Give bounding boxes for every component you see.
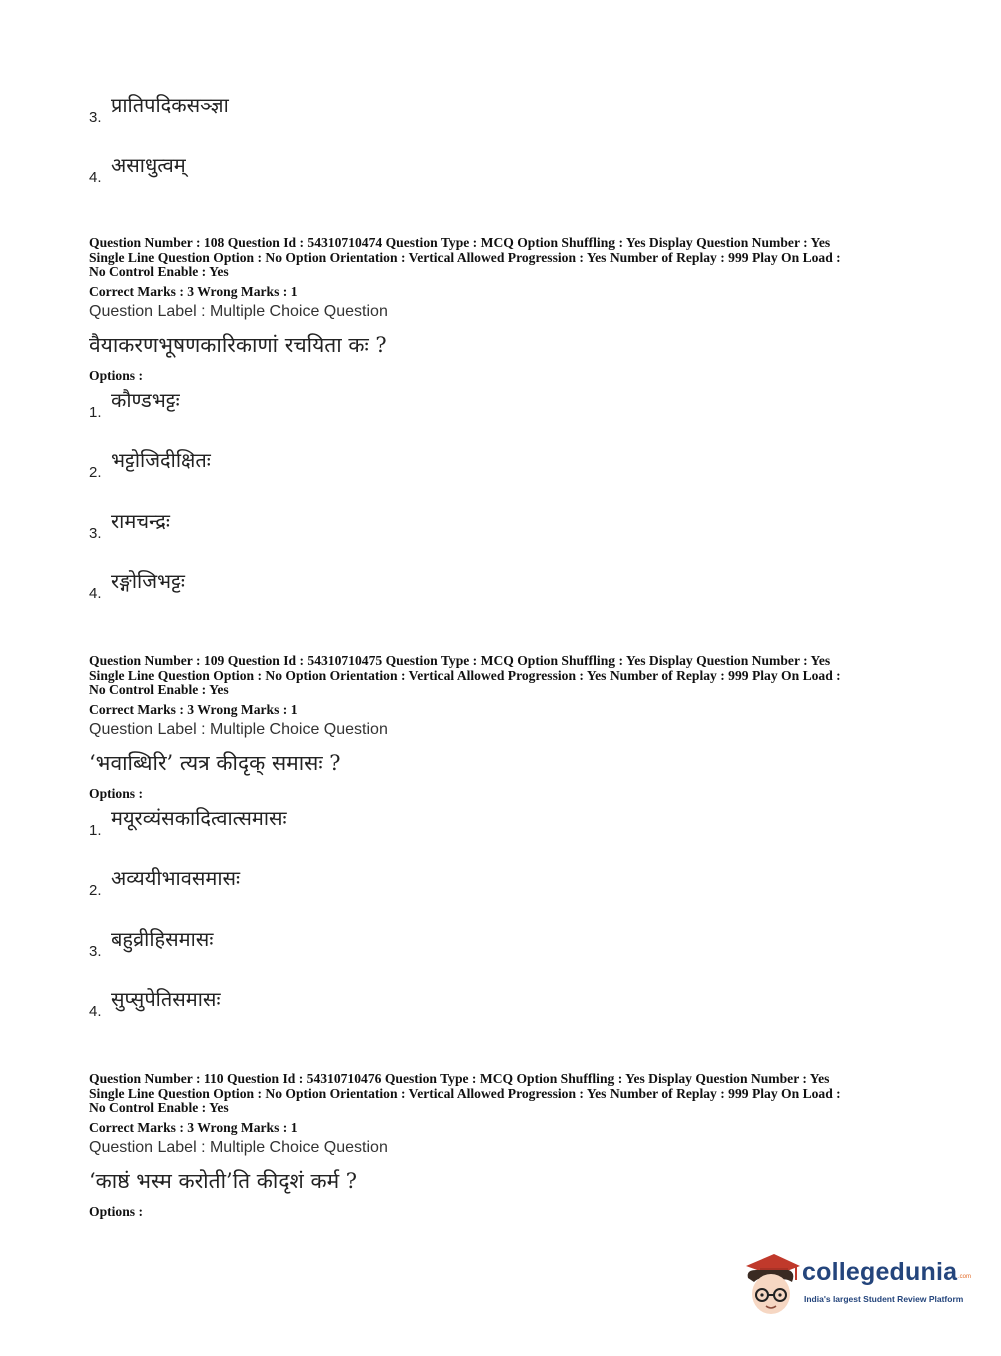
option-number: 2. [89,464,102,481]
option-number: 1. [89,404,102,421]
option-text: सुप्सुपेतिसमासः [111,987,221,1011]
option-text: रामचन्द्रः [111,509,170,533]
option-number: 3. [89,109,102,126]
logo-domain: .com [958,1274,972,1280]
meta-line: Question Number : 110 Question Id : 54310710476 Question Type : MCQ Option Shuffling : Yes Display Question Number : Yes [89,1071,830,1086]
meta-line: Question Number : 108 Question Id : 54310710474 Question Type : MCQ Option Shuffling : Yes Display Question Number : Yes [89,235,831,250]
options-label: Options : [89,1204,144,1219]
meta-line: No Control Enable : Yes [89,1100,229,1116]
question-marks: Correct Marks : 3 Wrong Marks : 1 [89,284,298,299]
option-text: अव्ययीभावसमासः [111,866,241,890]
option-text: रङ्गोजिभट्टः [111,569,185,593]
options-label: Options : [89,786,144,801]
question-text: ‘भवाब्धिरि’ त्यत्र कीदृक् समासः ? [89,751,341,775]
meta-line: No Control Enable : Yes [89,264,229,280]
option-number: 2. [89,882,102,899]
option-text: बहुव्रीहिसमासः [111,927,214,951]
option-text: कौण्डभट्टः [111,388,180,412]
question-marks: Correct Marks : 3 Wrong Marks : 1 [89,1120,298,1135]
question-meta [89,1072,919,1116]
option-text: असाधुत्वम् [111,153,186,177]
option-number: 3. [89,525,102,542]
option-number: 1. [89,822,102,839]
student-mascot-icon [740,1248,802,1320]
meta-line: Single Line Question Option : No Option Orientation : Vertical Allowed Progression : Yes Number of Replay : 999 Play On Load : [89,667,841,683]
collegedunia-logo[interactable] [740,1248,972,1320]
question-marks: Correct Marks : 3 Wrong Marks : 1 [89,702,298,717]
logo-wordmark: collegedunia [802,1258,958,1286]
option-number: 3. [89,943,102,960]
question-meta [89,236,919,280]
question-label: Question Label : Multiple Choice Question [89,303,388,320]
option-number: 4. [89,1003,102,1020]
option-number: 4. [89,585,102,602]
option-number: 4. [89,169,102,186]
question-label: Question Label : Multiple Choice Question [89,1139,388,1156]
question-text: वैयाकरणभूषणकारिकाणां रचयिता कः ? [89,333,387,357]
question-label: Question Label : Multiple Choice Question [89,721,388,738]
option-text: मयूरव्यंसकादित्वात्समासः [111,806,287,830]
meta-line: Single Line Question Option : No Option Orientation : Vertical Allowed Progression : Yes Number of Replay : 999 Play On Load : [89,1085,841,1101]
logo-tagline: India's largest Student Review Platform [804,1294,964,1304]
meta-line: No Control Enable : Yes [89,682,229,698]
question-meta [89,654,919,698]
meta-line: Single Line Question Option : No Option Orientation : Vertical Allowed Progression : Yes Number of Replay : 999 Play On Load : [89,249,841,265]
question-text: ‘काष्ठं भस्म करोती’ति कीदृशं कर्म ? [89,1169,358,1193]
meta-line: Question Number : 109 Question Id : 54310710475 Question Type : MCQ Option Shuffling : Yes Display Question Number : Yes [89,653,831,668]
option-text: प्रातिपदिकसञ्ज्ञा [111,93,229,117]
option-text: भट्टोजिदीक्षितः [111,448,211,472]
options-label: Options : [89,368,144,383]
